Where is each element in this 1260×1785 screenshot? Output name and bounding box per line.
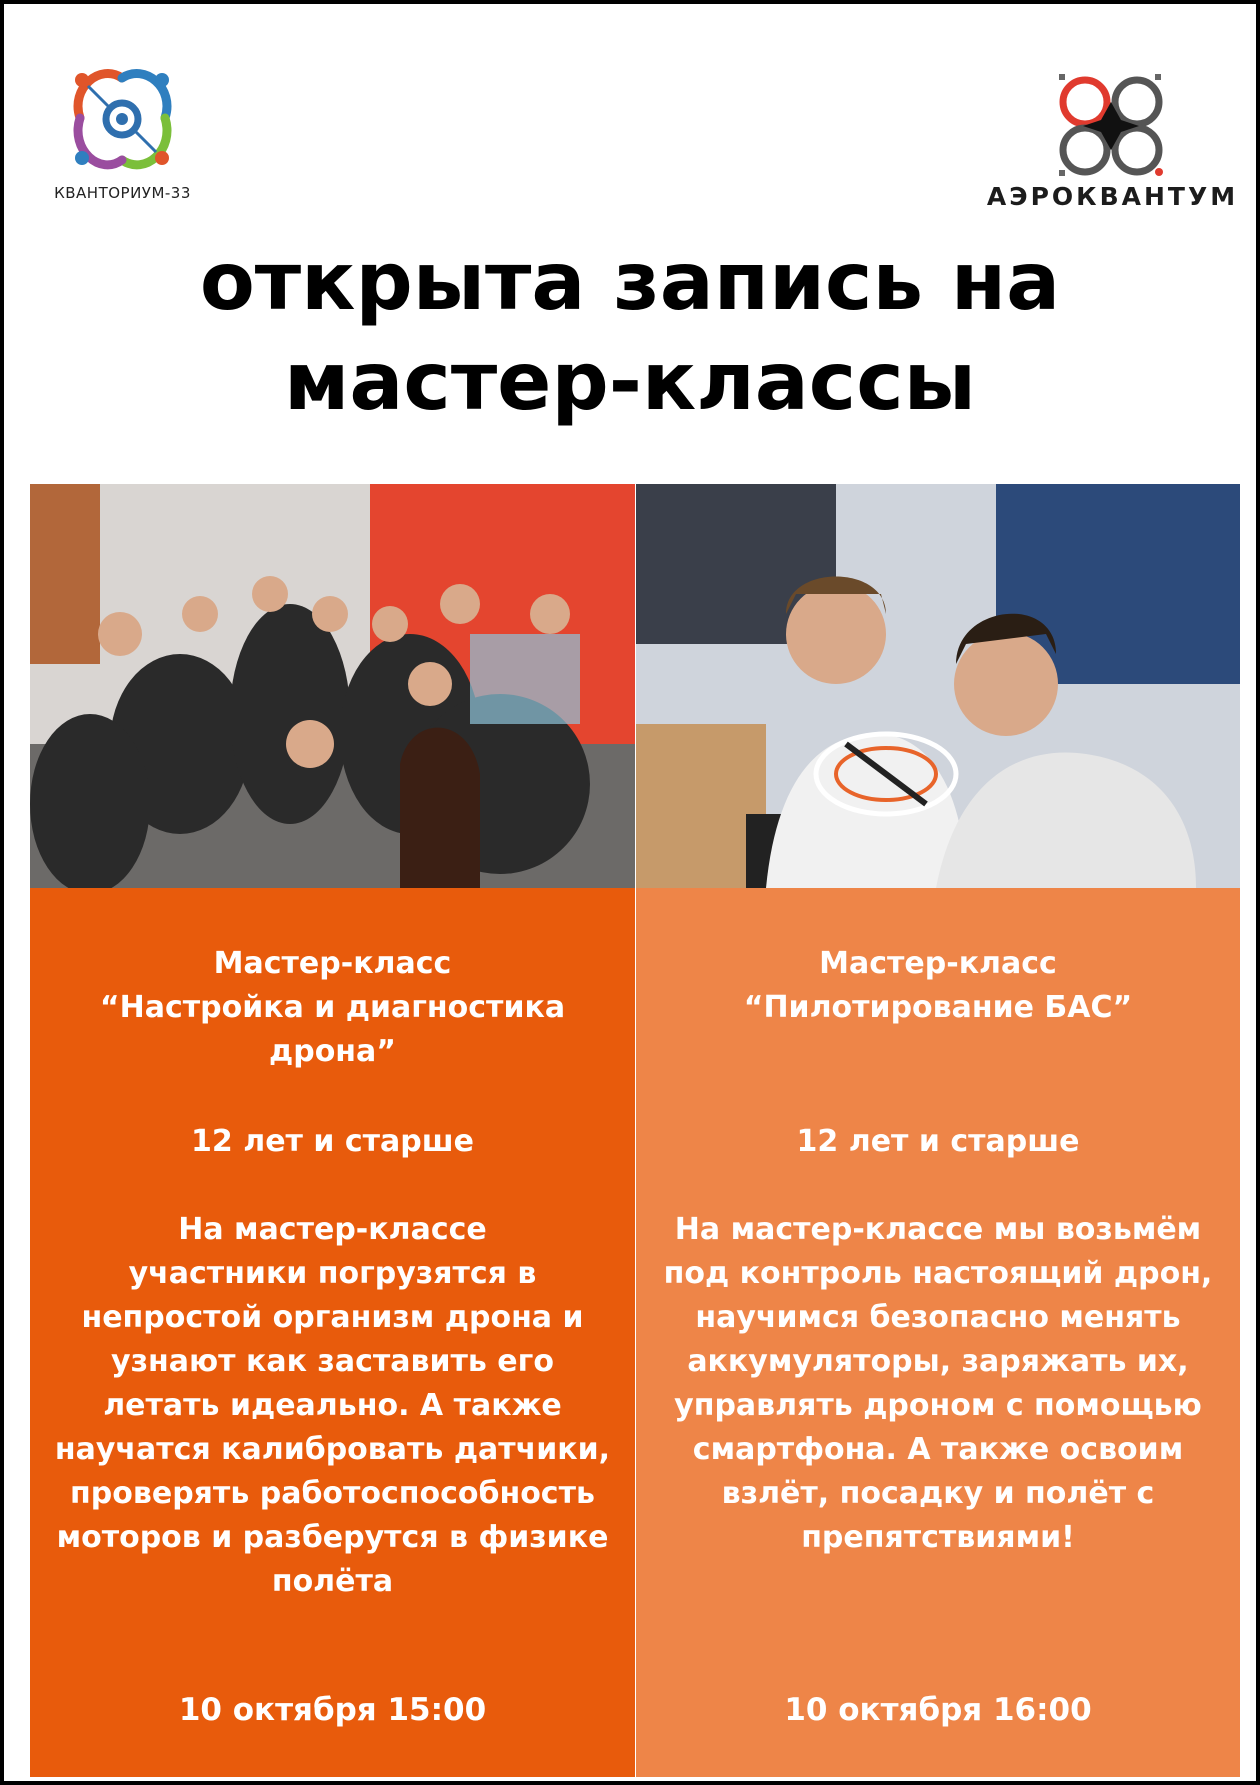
- description-line: научимся безопасно менять: [695, 1300, 1181, 1335]
- drone-assembly-photo: [636, 484, 1240, 888]
- class-title-line: “Пилотирование БАС”: [743, 990, 1133, 1025]
- age-requirement: 12 лет и старше: [191, 1124, 474, 1159]
- class-title: [656, 942, 1220, 1030]
- class-title-line: дрона”: [268, 1034, 396, 1069]
- description-line: препятствиями!: [801, 1520, 1075, 1555]
- description-line: узнают как заставить его: [111, 1344, 554, 1379]
- description-line: На мастер-классе: [178, 1212, 487, 1247]
- class-date: 10 октября 15:00: [178, 1692, 487, 1728]
- description-line: проверять работоспособность: [70, 1476, 595, 1511]
- description-line: полёта: [271, 1564, 394, 1599]
- class-description: [656, 1208, 1220, 1560]
- class-panel-left: [30, 888, 635, 1777]
- group-photo: [30, 484, 635, 888]
- aerokvantum-drone-icon: [1055, 72, 1167, 180]
- description-line: аккумуляторы, заряжать их,: [687, 1344, 1189, 1379]
- title-line-1: открыта запись на: [199, 235, 1061, 328]
- description-line: непростой организм дрона и: [81, 1300, 584, 1335]
- description-line: летать идеально. А также: [103, 1388, 562, 1423]
- class-date: 10 октября 16:00: [784, 1692, 1092, 1728]
- description-line: На мастер-классе мы возьмём: [674, 1212, 1202, 1247]
- description-line: моторов и разберутся в физике: [56, 1520, 609, 1555]
- class-title-line: Мастер-класс: [819, 946, 1057, 981]
- class-description: [50, 1208, 615, 1604]
- description-line: под контроль настоящий дрон,: [663, 1256, 1213, 1291]
- class-title-line: Мастер-класс: [213, 946, 452, 981]
- kvantorium-logo-icon: [60, 58, 185, 180]
- description-line: участники погрузятся в: [128, 1256, 537, 1291]
- class-title-line: “Настройка и диагностика: [99, 990, 566, 1025]
- class-title: [50, 942, 615, 1074]
- aerokvantum-logo: [985, 72, 1240, 217]
- page-title: [0, 232, 1260, 432]
- description-line: научатся калибровать датчики,: [54, 1432, 611, 1467]
- description-line: смартфона. А также освоим: [692, 1432, 1184, 1467]
- age-requirement: 12 лет и старше: [796, 1124, 1080, 1159]
- description-line: взлёт, посадку и полёт с: [721, 1476, 1155, 1511]
- class-panel-right: [636, 888, 1240, 1777]
- kvantorium-caption: КВАНТОРИУМ-33: [54, 184, 191, 202]
- description-line: управлять дроном с помощью: [674, 1388, 1202, 1423]
- title-line-2: мастер-классы: [284, 335, 976, 428]
- aerokvantum-caption: АЭРОКВАНТУМ: [986, 182, 1239, 211]
- kvantorium-logo: [50, 58, 195, 208]
